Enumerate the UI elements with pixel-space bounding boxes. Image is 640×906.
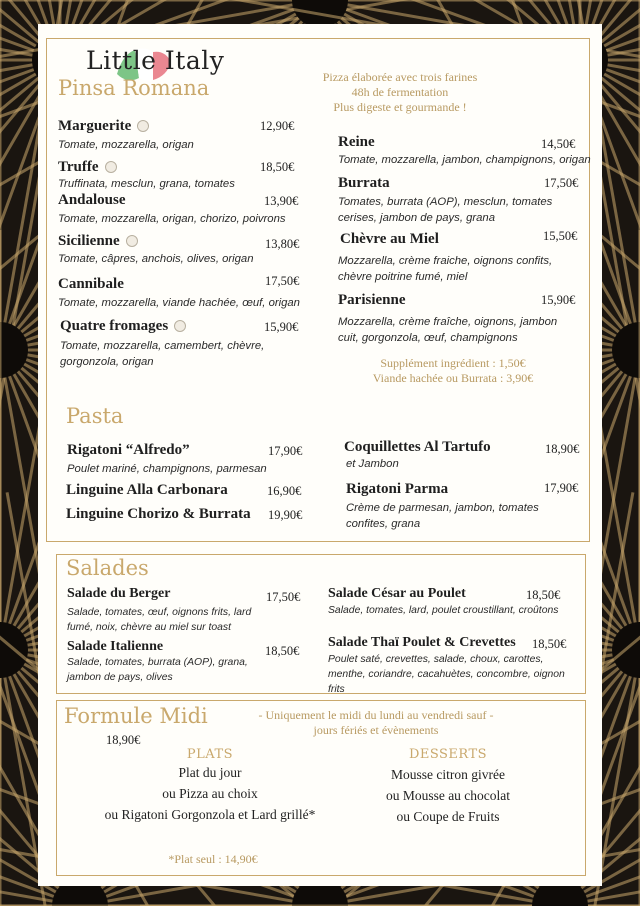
item-price: 15,90€ — [264, 320, 299, 334]
pinsa-note-line: Plus digeste et gourmande ! — [333, 100, 467, 114]
item-price: 19,90€ — [268, 508, 303, 522]
item-desc: Tomate, mozzarella, viande hachée, œuf, origan — [58, 297, 300, 309]
pinsa-note-line: Pizza élaborée avec trois farines — [322, 70, 478, 84]
item-name: Linguine Alla Carbonara — [66, 482, 228, 498]
item-price: 17,50€ — [265, 274, 300, 288]
pasta-title: Pasta — [66, 404, 124, 428]
item-desc: Poulet saté, crevettes, salade, choux, carottes, menthe, coriandre, cacahuètes, concombre, oignon frits — [328, 654, 565, 695]
item-name: Coquillettes Al Tartufo — [344, 439, 491, 455]
item-price: 17,50€ — [266, 590, 301, 604]
supplement-note — [348, 356, 558, 386]
item-price: 17,90€ — [544, 481, 579, 495]
desserts-line: Mousse citron givrée — [391, 767, 505, 782]
leaf-badge-icon — [105, 161, 117, 173]
leaf-badge-icon — [137, 120, 149, 132]
leaf-badge-icon — [174, 320, 186, 332]
item-desc: Salade, tomates, lard, poulet croustillant, croûtons — [328, 605, 559, 616]
item-name: Rigatoni Parma — [346, 481, 449, 497]
item-name: Burrata — [338, 175, 390, 191]
formule-note-line: jours fériés et évènements — [313, 723, 439, 737]
item-desc: Mozzarella, crème fraîche, oignons, jambon cuit, gorgonzola, œuf, champignons — [338, 316, 558, 344]
item-name: Andalouse — [58, 192, 126, 208]
item-name: Quatre fromages — [60, 318, 169, 334]
item-price: 13,90€ — [264, 194, 299, 208]
item-desc: Tomate, mozzarella, origan, chorizo, poivrons — [58, 213, 286, 225]
leaf-badge-icon — [126, 235, 138, 247]
item-name: Chèvre au Miel — [340, 231, 439, 247]
plats-title: PLATS — [186, 747, 234, 762]
item-name: Parisienne — [338, 292, 406, 308]
supplement-line: Supplément ingrédient : 1,50€ — [380, 356, 526, 370]
item-price: 18,90€ — [545, 442, 580, 456]
item-desc: Salade, tomates, œuf, oignons frits, lard fumé, noix, chèvre au miel sur toast — [67, 607, 252, 633]
item-name: Rigatoni “Alfredo” — [67, 442, 190, 458]
item-name: Salade Italienne — [67, 639, 164, 654]
formule-note — [238, 708, 514, 738]
item-desc: Mozzarella, crème fraiche, oignons confits, chèvre poitrine fumé, miel — [338, 255, 553, 283]
item-price: 18,50€ — [532, 637, 567, 651]
item-desc: Tomates, burrata (AOP), mesclun, tomates cerises, jambon de pays, grana — [338, 196, 553, 224]
supplement-line: Viande hachée ou Burrata : 3,90€ — [372, 371, 534, 385]
plats-line: Plat du jour — [178, 765, 242, 780]
item-desc: Tomate, mozzarella, jambon, champignons, origan — [338, 154, 591, 166]
formule-title: Formule Midi — [64, 704, 208, 728]
item-desc: Salade, tomates, burrata (AOP), grana, jambon de pays, olives — [67, 657, 248, 683]
pinsa-title: Pinsa Romana — [58, 76, 210, 100]
item-name: Marguerite — [58, 118, 132, 134]
item-price: 13,80€ — [265, 237, 300, 251]
desserts-column — [358, 747, 538, 827]
formule-price: 18,90€ — [106, 733, 141, 747]
item-name: Salade Thaï Poulet & Crevettes — [328, 635, 516, 650]
item-price: 15,90€ — [541, 293, 576, 307]
item-desc: Tomate, câpres, anchois, olives, origan — [58, 253, 254, 265]
item-name: Sicilienne — [58, 233, 120, 249]
salades-title: Salades — [66, 556, 149, 580]
item-desc: Crème de parmesan, jambon, tomates confites, grana — [346, 502, 539, 530]
item-desc: Tomate, mozzarella, origan — [58, 139, 194, 151]
menu-sheet — [38, 24, 602, 886]
desserts-title: DESSERTS — [408, 747, 488, 762]
item-desc: Poulet mariné, champignons, parmesan — [67, 463, 267, 475]
desserts-line: ou Mousse au chocolat — [385, 788, 511, 803]
formule-footnote: *Plat seul : 14,90€ — [168, 852, 258, 866]
item-price: 15,50€ — [543, 229, 578, 243]
item-name: Cannibale — [58, 276, 124, 292]
plats-line: ou Pizza au choix — [162, 786, 258, 801]
item-name: Truffe — [58, 159, 99, 175]
item-desc: Tomate, mozzarella, camembert, chèvre, gorgonzola, origan — [60, 340, 265, 368]
item-price: 16,90€ — [267, 484, 302, 498]
item-desc: et Jambon — [346, 458, 399, 470]
item-price: 18,50€ — [526, 588, 561, 602]
item-price: 17,90€ — [268, 444, 303, 458]
item-name: Salade César au Poulet — [328, 586, 466, 601]
item-price: 17,50€ — [544, 176, 579, 190]
formule-note-line: - Uniquement le midi du lundi au vendredi sauf - — [258, 708, 494, 722]
item-name: Linguine Chorizo & Burrata — [66, 506, 251, 522]
item-price: 18,50€ — [260, 160, 295, 174]
item-desc: Truffinata, mesclun, grana, tomates — [58, 178, 235, 190]
pinsa-note-line: 48h de fermentation — [351, 85, 449, 99]
plats-column — [82, 747, 338, 825]
item-price: 18,50€ — [265, 644, 300, 658]
plats-line: ou Rigatoni Gorgonzola et Lard grillé* — [104, 807, 316, 822]
item-name: Reine — [338, 134, 375, 150]
item-name: Salade du Berger — [67, 586, 171, 601]
item-price: 12,90€ — [260, 119, 295, 133]
desserts-line: ou Coupe de Fruits — [396, 809, 500, 824]
item-price: 14,50€ — [541, 137, 576, 151]
logo-text: Little Italy — [86, 46, 225, 75]
